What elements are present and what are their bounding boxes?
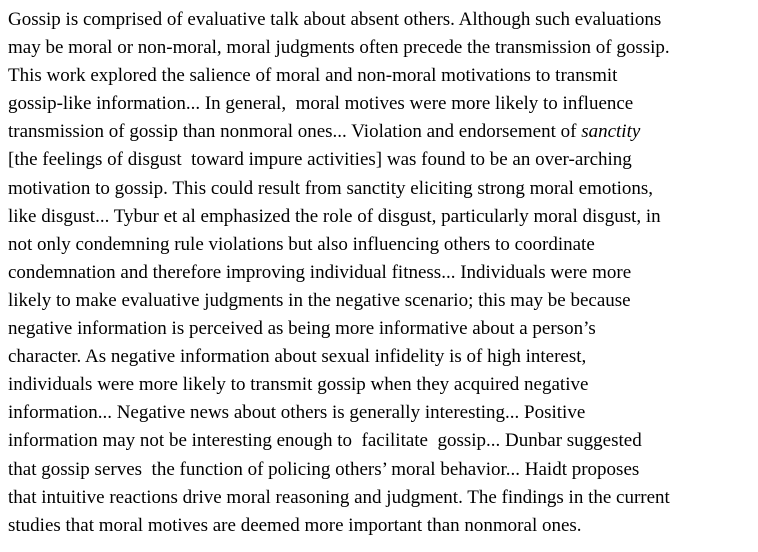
italic-term-sanctity: sanctity <box>581 121 641 143</box>
document-body <box>8 6 756 540</box>
text-line-12: negative information is perceived as being more informative about a person’s <box>8 318 596 340</box>
text-line-11: likely to make evaluative judgments in the negative scenario; this may be because <box>8 289 631 311</box>
text-line-10: condemnation and therefore improving individual fitness... Individuals were more <box>8 261 632 283</box>
text-line-4: gossip-like information... In general, moral motives were more likely to influence <box>8 93 634 115</box>
text-line-7: motivation to gossip. This could result from sanctity eliciting strong moral emotions, <box>8 177 654 199</box>
text-line-18: that intuitive reactions drive moral reasoning and judgment. The findings in the current <box>8 486 670 508</box>
text-line-1: Gossip is comprised of evaluative talk about absent others. Although such evaluations <box>8 9 662 30</box>
text-line-16: information may not be interesting enough to facilitate gossip... Dunbar suggested <box>8 430 642 452</box>
text-line-8: like disgust... Tybur et al emphasized the role of disgust, particularly moral disgust, in <box>8 205 661 227</box>
text-line-5-lead: transmission of gossip than nonmoral ones... Violation and endorsement of <box>8 121 582 143</box>
text-line-2: may be moral or non-moral, moral judgments often precede the transmission of gossip. <box>8 37 670 59</box>
text-line-19: studies that moral motives are deemed more important than nonmoral ones. <box>8 514 582 536</box>
text-line-5 <box>8 118 756 146</box>
text-line-15: information... Negative news about others is generally interesting... Positive <box>8 402 586 424</box>
text-line-6: [the feelings of disgust toward impure activities] was found to be an over-arching <box>8 149 632 171</box>
text-line-17: that gossip serves the function of policing others’ moral behavior... Haidt proposes <box>8 458 640 480</box>
text-line-14: individuals were more likely to transmit gossip when they acquired negative <box>8 374 589 396</box>
text-line-13: character. As negative information about sexual infidelity is of high interest, <box>8 346 587 368</box>
text-line-9: not only condemning rule violations but also influencing others to coordinate <box>8 233 595 255</box>
text-line-3: This work explored the salience of moral and non-moral motivations to transmit <box>8 65 618 87</box>
